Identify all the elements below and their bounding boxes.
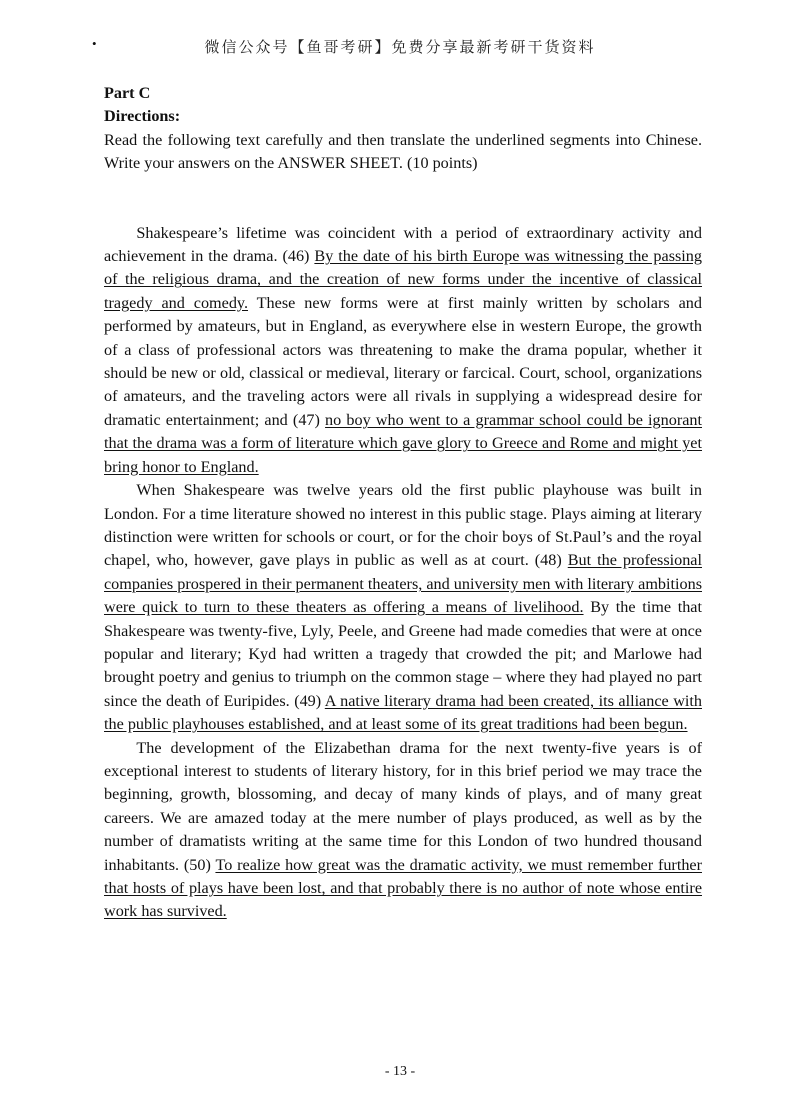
underlined-segment-49: A native literary drama had been created, its alliance with the public playhouses established, and at least some of its great traditions had been begun. bbox=[104, 691, 702, 734]
paragraph-1-text-a: Shakespeare’s lifetime was coincident with a period of extraordinary activity and achievement in the drama. (46) bbox=[104, 223, 702, 266]
paragraph-3-text-a: The development of the Elizabethan drama for the next twenty-five years is of exceptional interest to students of literary history, for in this brief period we may trace the beginning, growth, blossoming, and decay of many kinds of plays, and of many great careers. We are amazed today at the mere number of plays produced, as well as by the number of dramatists writing at the same time for this London of two hundred thousand inhabitants. (50) bbox=[104, 738, 702, 874]
paragraph-3 bbox=[104, 737, 702, 924]
watermark-header: 微信公众号【鱼哥考研】免费分享最新考研干货资料 bbox=[204, 40, 596, 56]
document-body bbox=[104, 82, 702, 924]
paragraph-2 bbox=[104, 479, 702, 736]
underlined-segment-48: But the professional companies prospered in their permanent theaters, and university men with literary ambitions were quick to turn to these theaters as offering a means of livelihood. bbox=[104, 551, 702, 617]
directions-text: Read the following text carefully and then translate the underlined segments into Chinese. Write your answers on the ANSWER SHEET. (10 points) bbox=[104, 130, 702, 173]
underlined-segment-46: By the date of his birth Europe was witnessing the passing of the religious drama, and the creation of new forms under the incentive of classical tragedy and comedy. bbox=[104, 247, 702, 312]
header-bullet: • bbox=[92, 36, 97, 51]
directions-label: Directions: bbox=[104, 107, 181, 126]
underlined-segment-47: no boy who went to a grammar school could be ignorant that the drama was a form of literature which gave glory to Greece and Rome and might yet bring honor to England. bbox=[104, 410, 702, 476]
section-title: Part C bbox=[104, 84, 151, 102]
underlined-segment-50: To realize how great was the dramatic activity, we must remember further that hosts of plays have been lost, and that probably there is no author of note whose entire work has survived. bbox=[104, 855, 702, 921]
paragraph-2-text-b: By the time that Shakespeare was twenty-five, Lyly, Peele, and Greene had made comedies that were at once popular and literary; Kyd had written a tragedy that crowded the pit; and Marlowe had brought poetry and genius to triumph on the common stage – where they had played no part since the death of Euripides. (49) bbox=[104, 598, 702, 710]
paragraph-1-text-b: These new forms were at first mainly written by scholars and performed by amateurs, but in England, as everywhere else in western Europe, the growth of a class of professional actors was threatening to make the drama popular, whether it should be new or old, classical or medieval, literary or farcical. Court, school, organizations of amateurs, and the traveling actors were all rivals in supplying a widespread desire for dramatic entertainment; and (47) bbox=[104, 293, 702, 429]
page-number: - 13 - bbox=[384, 1064, 416, 1079]
reading-passage bbox=[104, 222, 702, 924]
paragraph-2-text-a: When Shakespeare was twelve years old the first public playhouse was built in London. For a time literature showed no interest in this public stage. Plays aiming at literary distinction were written for schools or court, or for the choir boys of St.Paul’s and the royal chapel, who, however, gave plays in public as well as at court. (48) bbox=[104, 481, 702, 570]
paragraph-1 bbox=[104, 222, 702, 479]
